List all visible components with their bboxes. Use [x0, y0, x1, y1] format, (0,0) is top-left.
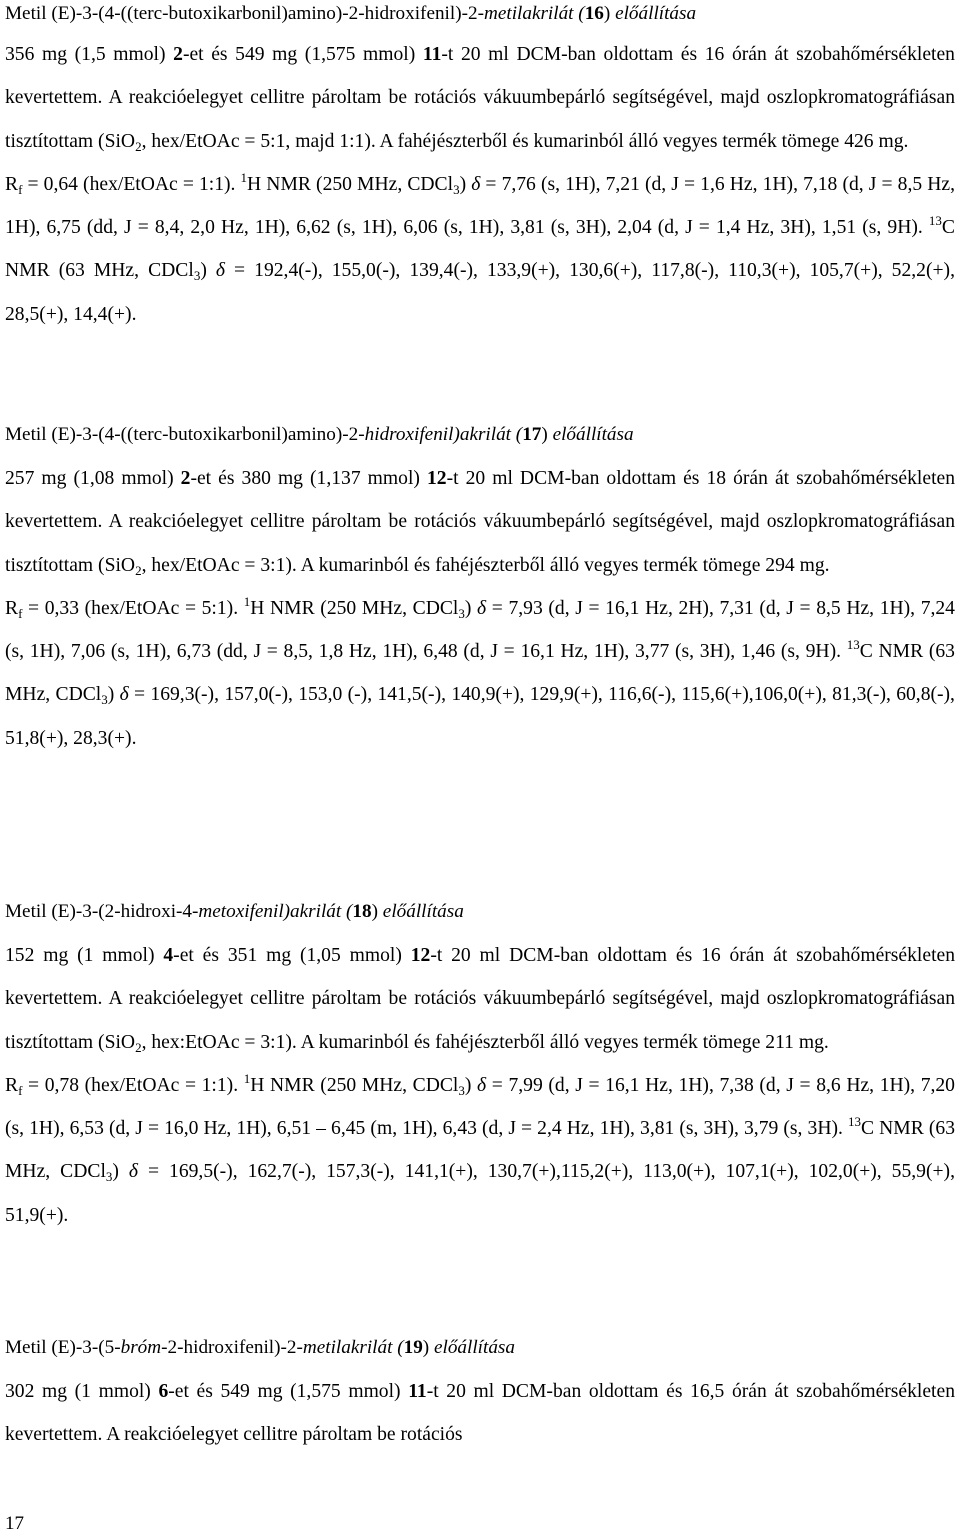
compound-number: 17	[522, 424, 542, 445]
compound-number: 19	[403, 1337, 423, 1358]
section-compound-16	[5, 0, 955, 336]
section-compound-17	[5, 421, 955, 760]
section-compound-18	[5, 898, 955, 1237]
section-heading: Metil (E)-3-(5-bróm-2-hidroxifenil)-2-metilakrilát (19) előállítása	[5, 1337, 515, 1358]
analysis-paragraph: $R_f = 0,64$ (hex/EtOAc = 1:1). $^1$H NMR (250 MHz, CDCl$_3$) δ = 7,76 (s, 1H), 7,21 (d, J = 1,6 Hz, 1H), 7,18 (d, J = 8,5 Hz, 1H), 6,75 (dd, J = 8,4, 2,0 Hz, 1H), 6,62 (s, 1H), 6,06 (s, 1H), 3,81 (s, 3H), 2,04 (d, J = 1,4 Hz, 3H), 1,51 (s, 9H). $^{13}$C NMR (63 MHz, CDCl$_3$) δ = 192,4(-), 155,0(-), 139,4(-), 133,9(+), 130,6(+), 117,8(-), 110,3(+), 105,7(+), 52,2(+), 28,5(+), 14,4(+).	[5, 169, 955, 325]
analysis-paragraph: $R_f = 0,33$ (hex/EtOAc = 5:1). $^1$H NMR (250 MHz, CDCl$_3$) δ = 7,93 (d, J = 16,1 Hz, 2H), 7,31 (d, J = 8,5 Hz, 1H), 7,24 (s, 1H), 7,06 (s, 1H), 6,73 (dd, J = 8,5, 1,8 Hz, 1H), 6,48 (d, J = 16,1 Hz, 1H), 3,77 (s, 3H), 1,46 (s, 9H). $^{13}$C NMR (63 MHz, CDCl$_3$) δ = 169,3(-), 157,0(-), 153,0 (-), 141,5(-), 140,9(+), 129,9(+), 116,6(-), 115,6(+),106,0(+), 81,3(-), 60,8(-), 51,8(+), 28,3(+).	[5, 593, 955, 749]
procedure-paragraph: 257 mg (1,08 mmol) 2-et és 380 mg (1,137 mmol) 12-t 20 ml DCM-ban oldottam és 18 órán át szobahőmérsékleten kevertettem. A reakcióelegyet cellitre pároltam be rotációs vákuumbepárló segítségével, majd oszlopkromatográfiásan tisztítottam (SiO$_2$, hex/EtOAc = 3:1). A kumarinból és fahéjészterből álló vegyes termék tömege 294 mg.	[5, 468, 956, 578]
analysis-paragraph: $R_f = 0,78$ (hex/EtOAc = 1:1). $^1$H NMR (250 MHz, CDCl$_3$) δ = 7,99 (d, J = 16,1 Hz, 1H), 7,38 (d, J = 8,6 Hz, 1H), 7,20 (s, 1H), 6,53 (d, J = 16,0 Hz, 1H), 6,51 – 6,45 (m, 1H), 6,43 (d, J = 2,4 Hz, 1H), 3,81 (s, 3H), 3,79 (s, 3H). $^{13}$C NMR (63 MHz, CDCl$_3$) δ = 169,5(-), 162,7(-), 157,3(-), 141,1(+), 130,7(+),115,2(+), 113,0(+), 107,1(+), 102,0(+), 55,9(+), 51,9(+).	[5, 1070, 955, 1226]
section-heading: Metil (E)-3-(4-((terc-butoxikarbonil)amino)-2-hidroxifenil)akrilát (17) előállítása	[5, 424, 634, 445]
compound-number: 18	[352, 901, 372, 922]
section-heading: Metil (E)-3-(2-hidroxi-4-metoxifenil)akrilát (18) előállítása	[5, 901, 464, 922]
compound-number: 16	[584, 3, 604, 24]
procedure-paragraph: 356 mg (1,5 mmol) 2-et és 549 mg (1,575 mmol) 11-t 20 ml DCM-ban oldottam és 16 órán át szobahőmérsékleten kevertettem. A reakcióelegyet cellitre pároltam be rotációs vákuumbepárló segítségével, majd oszlopkromatográfiásan tisztítottam (SiO$_2$, hex/EtOAc = 5:1, majd 1:1). A fahéjészterből és kumarinból álló vegyes termék tömege 426 mg.	[5, 44, 955, 154]
procedure-paragraph: 302 mg (1 mmol) 6-et és 549 mg (1,575 mmol) 11-t 20 ml DCM-ban oldottam és 16,5 órán át szobahőmérsékleten kevertettem. A reakcióelegyet cellitre pároltam be rotációs	[5, 1381, 955, 1446]
section-heading: Metil (E)-3-(4-((terc-butoxikarbonil)amino)-2-hidroxifenil)-2-metilakrilát (16) előállítása	[5, 3, 697, 24]
section-compound-19	[5, 1334, 955, 1457]
page-number: 17	[5, 1513, 24, 1534]
procedure-paragraph: 152 mg (1 mmol) 4-et és 351 mg (1,05 mmol) 12-t 20 ml DCM-ban oldottam és 16 órán át szobahőmérsékleten kevertettem. A reakcióelegyet cellitre pároltam be rotációs vákuumbepárló segítségével, majd oszlopkromatográfiásan tisztítottam (SiO$_2$, hex:EtOAc = 3:1). A kumarinból és fahéjészterből álló vegyes termék tömege 211 mg.	[5, 945, 956, 1055]
